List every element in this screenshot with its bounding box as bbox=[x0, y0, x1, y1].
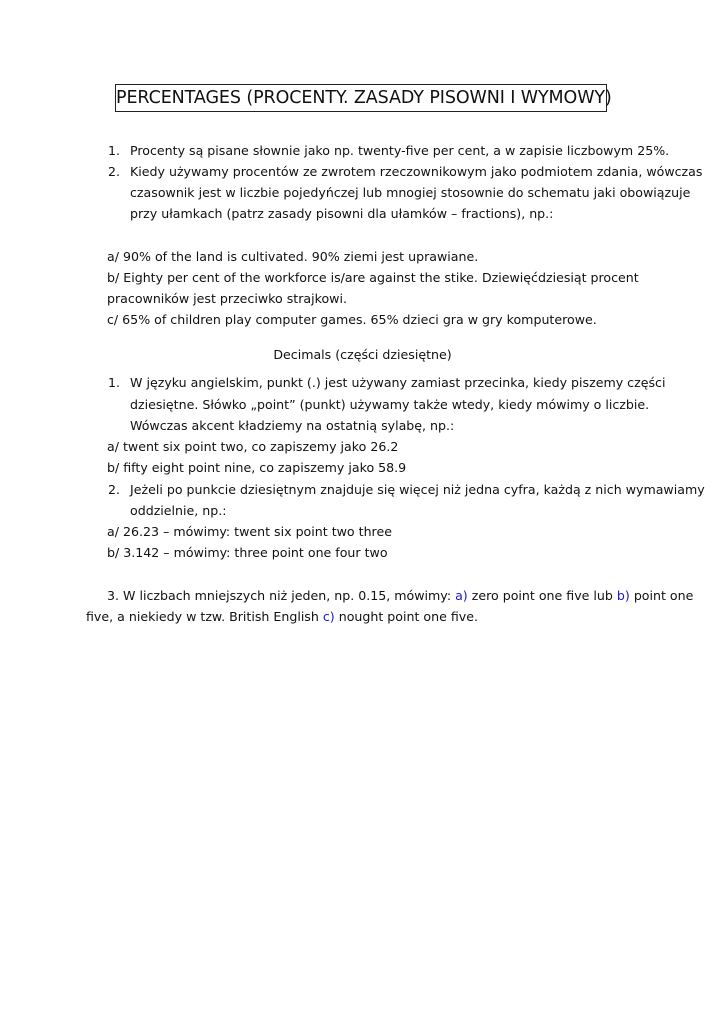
list-item-text: Kiedy używamy procentów ze zwrotem rzeczownikowym jako podmiotem zdania, wówczas bbox=[130, 164, 703, 179]
example-line: b/ fifty eight point nine, co zapiszemy jako 58.9 bbox=[107, 460, 407, 475]
example-line: a/ twent six point two, co zapiszemy jako 26.2 bbox=[107, 439, 399, 454]
example-line: c/ 65% of children play computer games. 65% dzieci gra w gry komputerowe. bbox=[107, 312, 597, 327]
option-marker-b: b) bbox=[616, 588, 630, 603]
text-segment: zero point one five lub bbox=[467, 588, 617, 603]
list-item-text: przy ułamkach (patrz zasady pisowni dla ułamków – fractions), np.: bbox=[130, 206, 554, 221]
list-number: 2. bbox=[108, 482, 121, 497]
list-number: 2. bbox=[108, 164, 121, 179]
list-item-text: Procenty są pisane słownie jako np. twenty-five per cent, a w zapisie liczbowym 25%. bbox=[130, 143, 670, 158]
text-segment: five, a niekiedy w tzw. British English bbox=[86, 609, 323, 624]
text-segment: 3. W liczbach mniejszych niż jeden, np. 0.15, mówimy: bbox=[107, 588, 456, 603]
list-item-text: W języku angielskim, punkt (.) jest używany zamiast przecinka, kiedy piszemy części bbox=[130, 375, 666, 390]
paragraph-line bbox=[107, 587, 693, 605]
list-item-text: dziesiętne. Słówko „point” (punkt) używamy także wtedy, kiedy mówimy o liczbie. bbox=[130, 397, 650, 412]
example-line: a/ 26.23 – mówimy: twent six point two three bbox=[107, 524, 392, 539]
text-segment: point one bbox=[629, 588, 694, 603]
example-line: b/ Eighty per cent of the workforce is/are against the stike. Dziewięćdziesiąt procent bbox=[107, 270, 639, 285]
list-item-text: czasownik jest w liczbie pojedyńczej lub mnogiej stosownie do schematu jaki obowiązuje bbox=[130, 185, 691, 200]
text-segment: nought point one five. bbox=[334, 609, 478, 624]
example-line: b/ 3.142 – mówimy: three point one four two bbox=[107, 545, 388, 560]
option-marker-a: a) bbox=[455, 588, 468, 603]
example-line: a/ 90% of the land is cultivated. 90% ziemi jest uprawiane. bbox=[107, 249, 479, 264]
list-item-text: oddzielnie, np.: bbox=[130, 503, 227, 518]
example-line: pracowników jest przeciwko strajkowi. bbox=[107, 291, 347, 306]
list-item-text: Jeżeli po punkcie dziesiętnym znajduje się więcej niż jedna cyfra, każdą z nich wymawiamy bbox=[130, 482, 705, 497]
list-number: 1. bbox=[108, 375, 121, 390]
list-number: 1. bbox=[108, 143, 121, 158]
list-item-text: Wówczas akcent kładziemy na ostatnią sylabę, np.: bbox=[130, 418, 455, 433]
page-title: PERCENTAGES (PROCENTY. ZASADY PISOWNI I WYMOWY) bbox=[115, 84, 607, 112]
section-heading: Decimals (części dziesiętne) bbox=[273, 347, 452, 362]
option-marker-c: c) bbox=[322, 609, 335, 624]
paragraph-line bbox=[86, 608, 478, 626]
